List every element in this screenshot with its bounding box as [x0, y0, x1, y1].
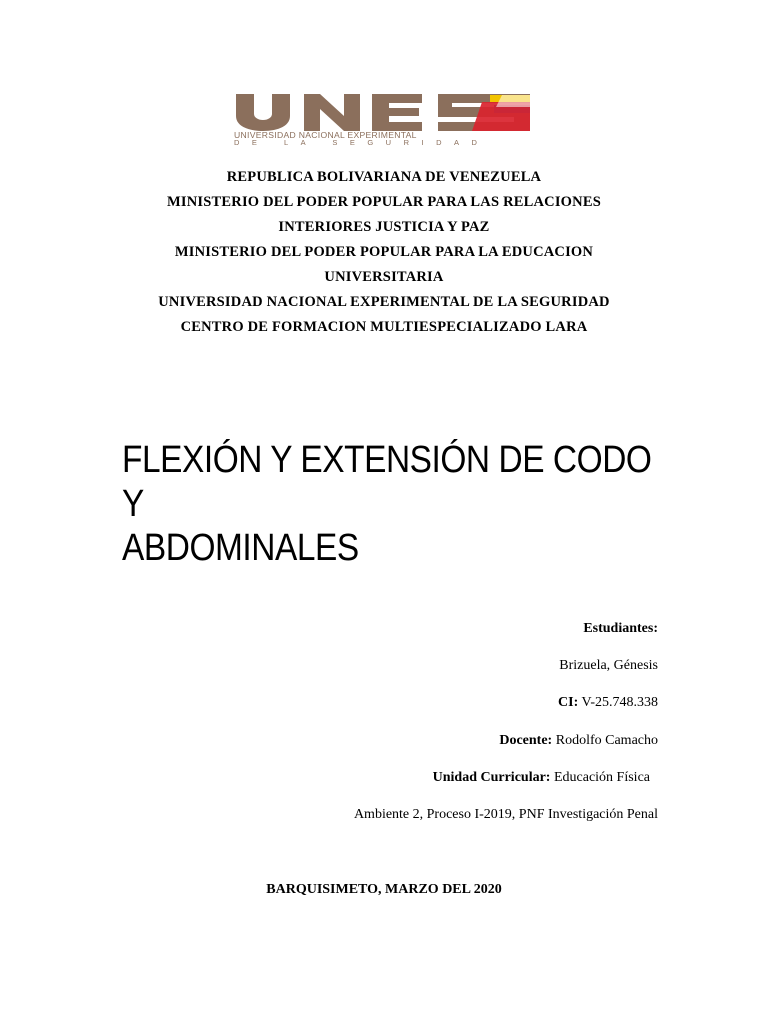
ci-value: V-25.748.338: [581, 695, 658, 710]
header-line-2: MINISTERIO DEL PODER POPULAR PARA LAS RELACIONES: [167, 194, 601, 210]
unit-label: Unidad Curricular:: [432, 770, 551, 785]
students-label: Estudiantes:: [583, 621, 658, 636]
student-name: Brizuela, Génesis: [559, 658, 658, 673]
unit-value: Educación Física: [553, 770, 650, 785]
document-title: [122, 438, 651, 570]
logo-line1: UNIVERSIDAD NACIONAL EXPERIMENTAL: [234, 130, 417, 140]
unes-logo-graphic: [232, 88, 538, 146]
header-line-5: UNIVERSITARIA: [324, 269, 444, 285]
logo-line2: DE LA SEGURIDAD: [234, 138, 490, 146]
teacher-value: Rodolfo Camacho: [555, 733, 658, 748]
teacher-row: [499, 733, 658, 749]
header-line-6: UNIVERSIDAD NACIONAL EXPERIMENTAL DE LA SEGURIDAD: [158, 294, 610, 310]
title-line-2: Y: [122, 483, 144, 525]
title-line-1: FLEXIÓN Y EXTENSIÓN DE CODO: [122, 439, 652, 481]
header-line-3: INTERIORES JUSTICIA Y PAZ: [278, 219, 490, 235]
header-line-4: MINISTERIO DEL PODER POPULAR PARA LA EDUCACION: [174, 244, 594, 260]
logo-wordmark: UNES: [232, 88, 235, 89]
unes-logo: [232, 88, 538, 146]
header-line-1: REPUBLICA BOLIVARIANA DE VENEZUELA: [226, 169, 542, 185]
unit-row: [433, 770, 650, 786]
header-line-7: CENTRO DE FORMACION MULTIESPECIALIZADO LARA: [180, 319, 588, 335]
teacher-label: Docente:: [499, 733, 553, 748]
ci-row: [558, 695, 658, 711]
context-line: Ambiente 2, Proceso I-2019, PNF Investigación Penal: [353, 807, 658, 822]
title-line-3: ABDOMINALES: [122, 527, 359, 569]
place-date: BARQUISIMETO, MARZO DEL 2020: [266, 882, 502, 897]
ci-label: CI:: [558, 695, 579, 710]
